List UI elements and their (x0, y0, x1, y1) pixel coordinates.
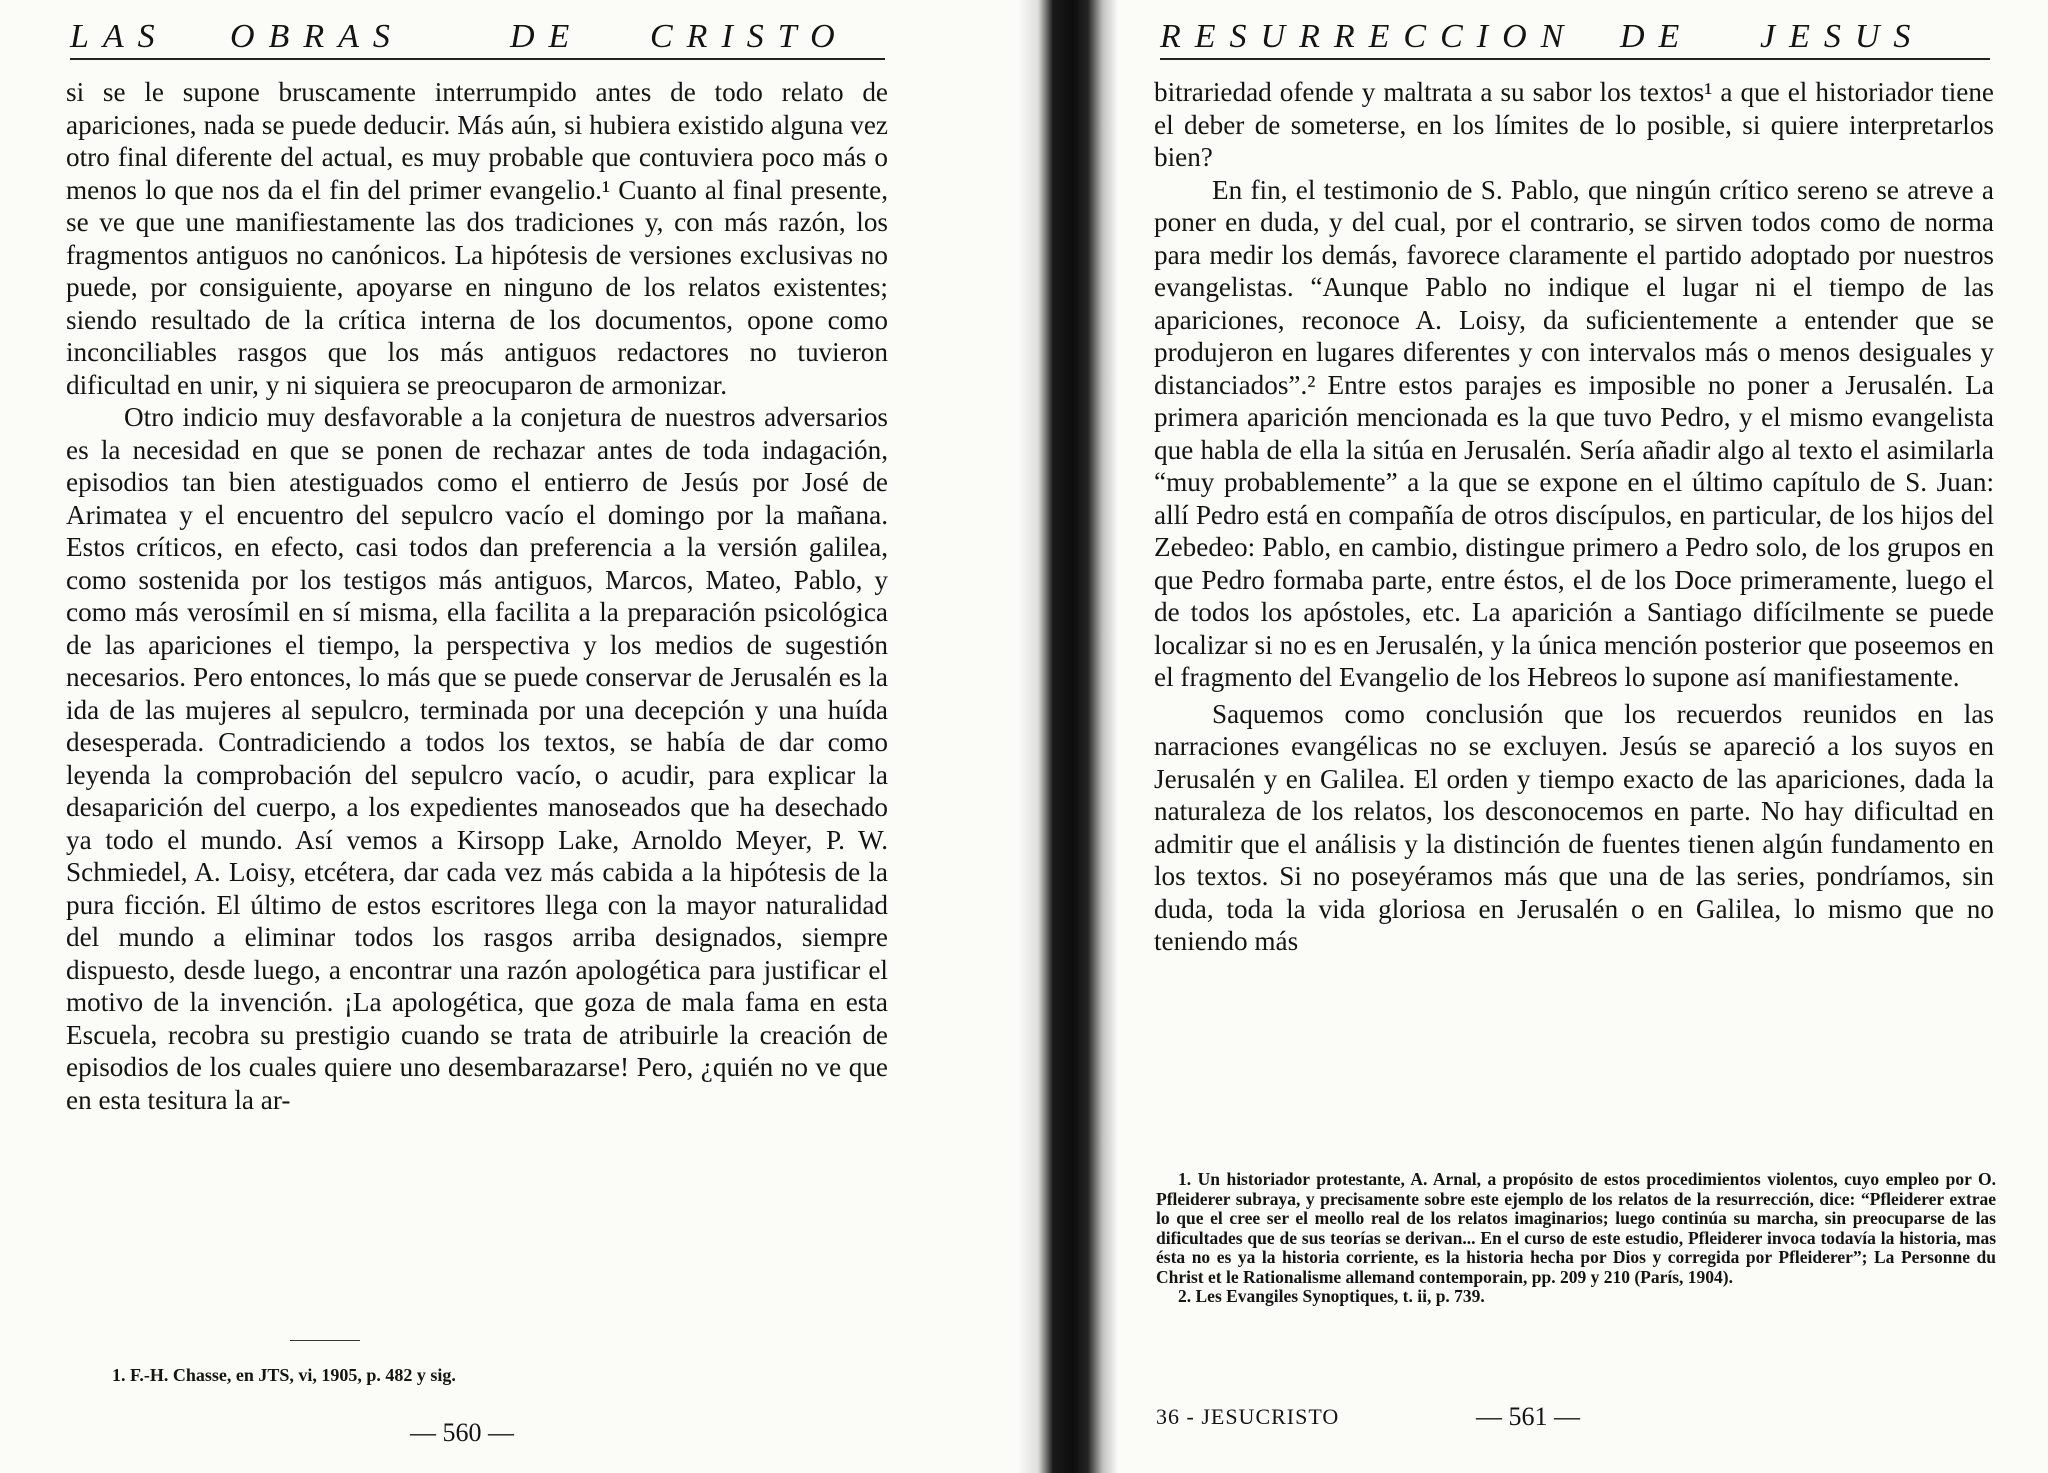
book-gutter-shadow (1018, 0, 1118, 1473)
footnote: 2. Les Evangiles Synoptiques, t. ii, p. 739. (1178, 1286, 1485, 1306)
running-head-word: CRISTO (650, 18, 849, 55)
paragraph: Saquemos como conclusión que los recuerdos reunidos en las narraciones evangélicas no se excluyen. Jesús se apareció a los suyos en Jerusalén y en Galilea. El orden y tiempo exacto de las apariciones, dada la naturaleza de los relatos, los desconocemos en parte. No hay dificultad en admitir que el análisis y la distinción de fuentes tienen algún fundamento en los textos. Si no poseyéramos más que una de las series, pondríamos, sin duda, toda la vida gloriosa en Jerusalén o en Galilea, lo mismo que no teniendo más (1154, 698, 1994, 956)
right-page (1130, 0, 2048, 1473)
footnote: 1. F.-H. Chasse, en JTS, vi, 1905, p. 482 y sig. (112, 1365, 456, 1385)
running-head-word: DE (510, 18, 584, 55)
signature-mark: 36 - JESUCRISTO (1156, 1404, 1340, 1429)
running-head-left (70, 18, 885, 58)
running-head-word: LAS (70, 18, 169, 55)
paragraph: Otro indicio muy desfavorable a la conjetura de nuestros adversarios es la necesidad en que se ponen de rechazar antes de toda indagación, episodios tan bien atestiguados como el entierro de Jesús por José de Arimatea y el encuentro del sepulcro vacío el domingo por la mañana. Estos críticos, en efecto, casi todos dan preferencia a la versión galilea, como sostenida por los testigos más antiguos, Marcos, Mateo, Pablo, y como más verosímil en sí misma, ella facilita a la preparación psicológica de las apariciones el tiempo, la perspectiva y los medios de sugestión necesarios. Pero entonces, lo más que se puede conservar de Jerusalén es la ida de las mujeres al sepulcro, terminada por una decepción y una huída desesperada. Contradiciendo a todos los textos, se había de dar como leyenda la comprobación del sepulcro vacío, o acudir, para explicar la desaparición del cuerpo, a los expedientes manoseados que ha desechado ya todo el mundo. Así vemos a Kirsopp Lake, Arnoldo Meyer, P. W. Schmiedel, A. Loisy, etcétera, dar cada vez más cabida a la hipótesis de la pura ficción. El último de estos escritores llega con la mayor naturalidad del mundo a eliminar todos los rasgos arriba designados, siempre dispuesto, desde luego, a encontrar una razón apologética para justificar el motivo de la invención. ¡La apologética, que goza de mala fama en esta Escuela, recobra su prestigio cuando se trata de atribuirle la creación de episodios de los cuales quiere uno desembarazarse! Pero, ¿quién no ve que en esta tesitura la ar- (66, 402, 888, 1115)
paragraph: En fin, el testimonio de S. Pablo, que ningún crítico sereno se atreve a poner en duda, y del cual, por el contrario, se sirven todos como de norma para medir los demás, favorece claramente el partido adoptado por nuestros evangelistas. “Aunque Pablo no indique el lugar ni el tiempo de las apariciones, reconoce A. Loisy, da suficientemente a entender que se produjeron en lugares diferentes y con intervalos más o menos desiguales y distanciados”.² Entre estos parajes es imposible no poner a Jerusalén. La primera aparición mencionada es la que tuvo Pedro, y el mismo evangelista que habla de ella la sitúa en Jerusalén. Sería añadir algo al texto el asimilarla “muy probablemente” a la que se expone en el último capítulo de S. Juan: allí Pedro está en compañía de otros discípulos, en particular, de los hijos del Zebedeo: Pablo, en cambio, distingue primero a Pedro solo, de los grupos en que Pedro formaba parte, entre éstos, el de los Doce primeramente, luego el de todos los apóstoles, etc. La aparición a Santiago difícilmente se puede localizar si no es en Jerusalén, y la única mención posterior que poseemos en el fragmento del Evangelio de los Hebreos lo supone así manifiestamente. (1154, 174, 1994, 692)
left-page (0, 0, 1010, 1473)
page-number: — 561 — (1476, 1402, 1580, 1431)
running-head-word: DE (1620, 18, 1694, 55)
running-head-word: OBRAS (230, 18, 404, 55)
header-rule (70, 58, 885, 60)
footnote: 1. Un historiador protestante, A. Arnal, a propósito de estos procedimientos violentos, cuyo empleo por O. Pfleiderer subraya, y precisamente sobre este ejemplo de los relatos de la resurrección, dice: “Pfleiderer extrae lo que el cree ser el meollo real de los relatos imaginarios; luego continúa su marcha, sin preocuparse de las dificultades que de sus teorías se derivan... En el curso de este estudio, Pfleiderer invoca todavía la historia, mas ésta no es ya la historia corriente, es la historia hecha por Dios y corregida por Pfleiderer”; La Personne du Christ et le Rationalisme allemand contemporain, pp. 209 y 210 (París, 1904). (1156, 1169, 1996, 1287)
footnotes (112, 1366, 812, 1386)
page-number: — 560 — (410, 1418, 514, 1447)
footnotes (1156, 1170, 1996, 1307)
paragraph: si se le supone bruscamente interrumpido antes de todo relato de apariciones, nada se puede deducir. Más aún, si hubiera existido alguna vez otro final diferente del actual, es muy probable que contuviera poco más o menos lo que nos da el fin del primer evangelio.¹ Cuanto al final presente, se ve que une manifiestamente las dos tradiciones y, con más razón, los fragmentos antiguos no canónicos. La hipótesis de versiones exclusivas no puede, por consiguiente, apoyarse en ninguno de los relatos existentes; siendo resultado de la crítica interna de los documentos, opone como inconciliables rasgos que los más antiguos redactores no tuvieron dificultad en unir, y ni siquiera se preocuparon de armonizar. (66, 77, 888, 400)
running-head-word: JESUS (1760, 18, 1925, 55)
running-head-word: RESURRECCION (1160, 18, 1578, 55)
header-rule (1160, 58, 1990, 60)
running-head-right (1160, 18, 1990, 58)
body-text (66, 76, 888, 1116)
body-text (1154, 76, 1994, 958)
footnote-rule (290, 1340, 360, 1341)
paragraph: bitrariedad ofende y maltrata a su sabor los textos¹ a que el historiador tiene el deber de someterse, en los límites de lo posible, si quiere interpretarlos bien? (1154, 77, 1994, 172)
